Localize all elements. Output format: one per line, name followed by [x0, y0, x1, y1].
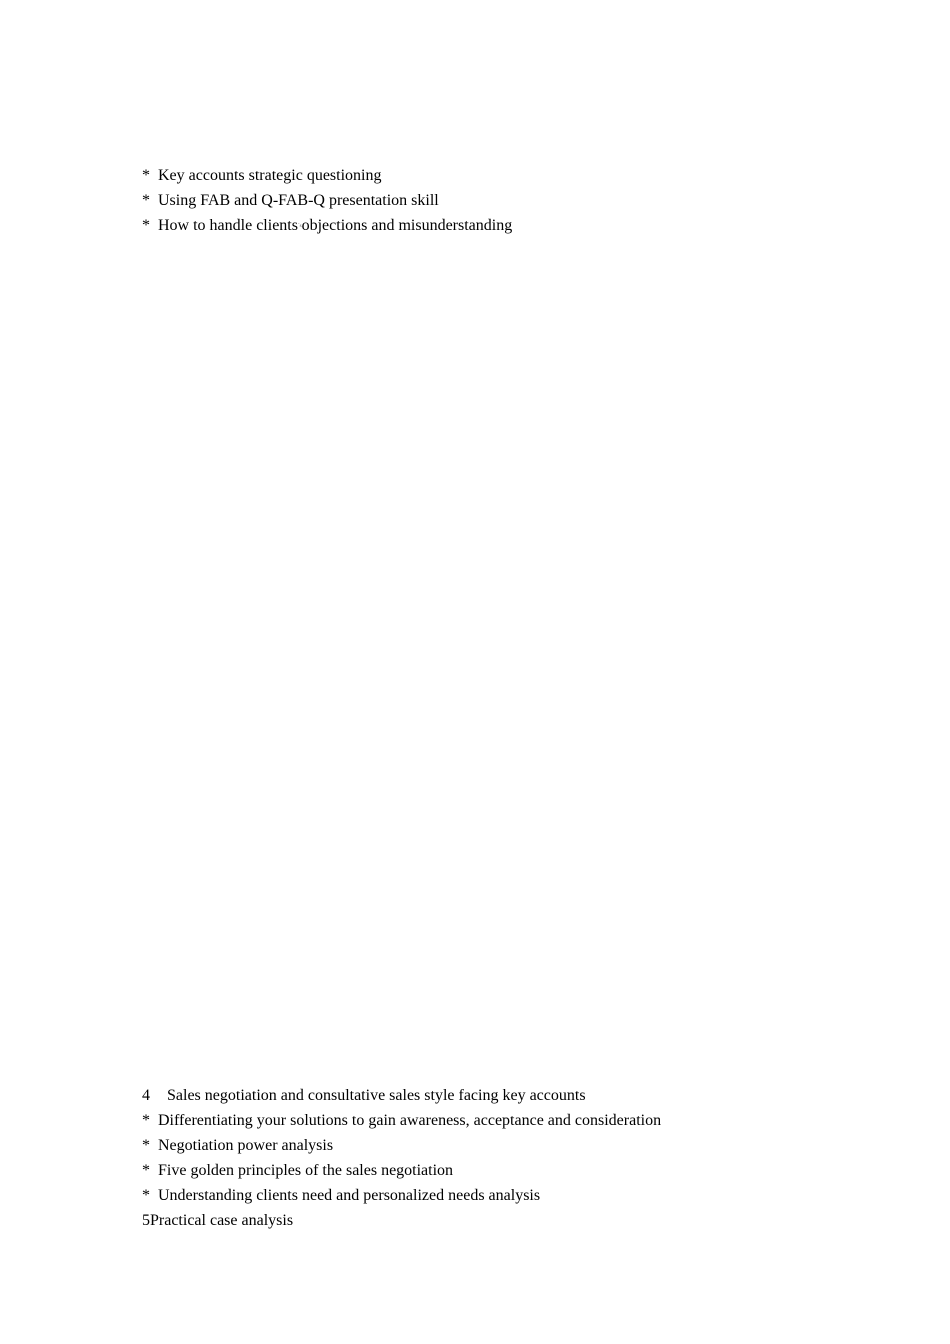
list-item-text: Understanding clients need and personalized needs analysis	[158, 1187, 541, 1204]
list-item-text: Key accounts strategic questioning	[158, 167, 382, 184]
bullet-marker: *	[142, 167, 150, 184]
bullet-marker: *	[142, 192, 150, 209]
bullet-marker: *	[142, 1162, 150, 1179]
section-number: 5	[142, 1212, 150, 1229]
list-item	[142, 1158, 661, 1183]
bottom-section	[142, 1083, 661, 1233]
bullet-marker: *	[142, 1112, 150, 1129]
section-heading-text: Sales negotiation and consultative sales style facing key accounts	[167, 1087, 586, 1104]
section-heading-text: Practical case analysis	[150, 1212, 294, 1229]
apostrophe-mark: ´s	[297, 224, 302, 229]
list-item	[142, 163, 512, 188]
list-item	[142, 1183, 661, 1208]
list-item	[142, 1108, 661, 1133]
bullet-marker: *	[142, 1187, 150, 1204]
section-heading	[142, 1083, 661, 1108]
list-item-text: objections and misunderstanding	[301, 217, 513, 234]
bullet-marker: *	[142, 1137, 150, 1154]
list-item-text: Five golden principles of the sales negotiation	[158, 1162, 454, 1179]
list-item	[142, 213, 512, 238]
list-item-text: Negotiation power analysis	[158, 1137, 334, 1154]
section-number: 4	[142, 1087, 150, 1104]
list-item-text: Using FAB and Q-FAB-Q presentation skill	[158, 192, 439, 209]
list-item-text: How to handle clients	[158, 217, 298, 234]
list-item	[142, 188, 512, 213]
list-item-text: Differentiating your solutions to gain awareness, acceptance and consideration	[158, 1112, 662, 1129]
top-bullet-list	[142, 163, 512, 238]
section-heading	[142, 1208, 661, 1233]
list-item	[142, 1133, 661, 1158]
bullet-marker: *	[142, 217, 150, 234]
